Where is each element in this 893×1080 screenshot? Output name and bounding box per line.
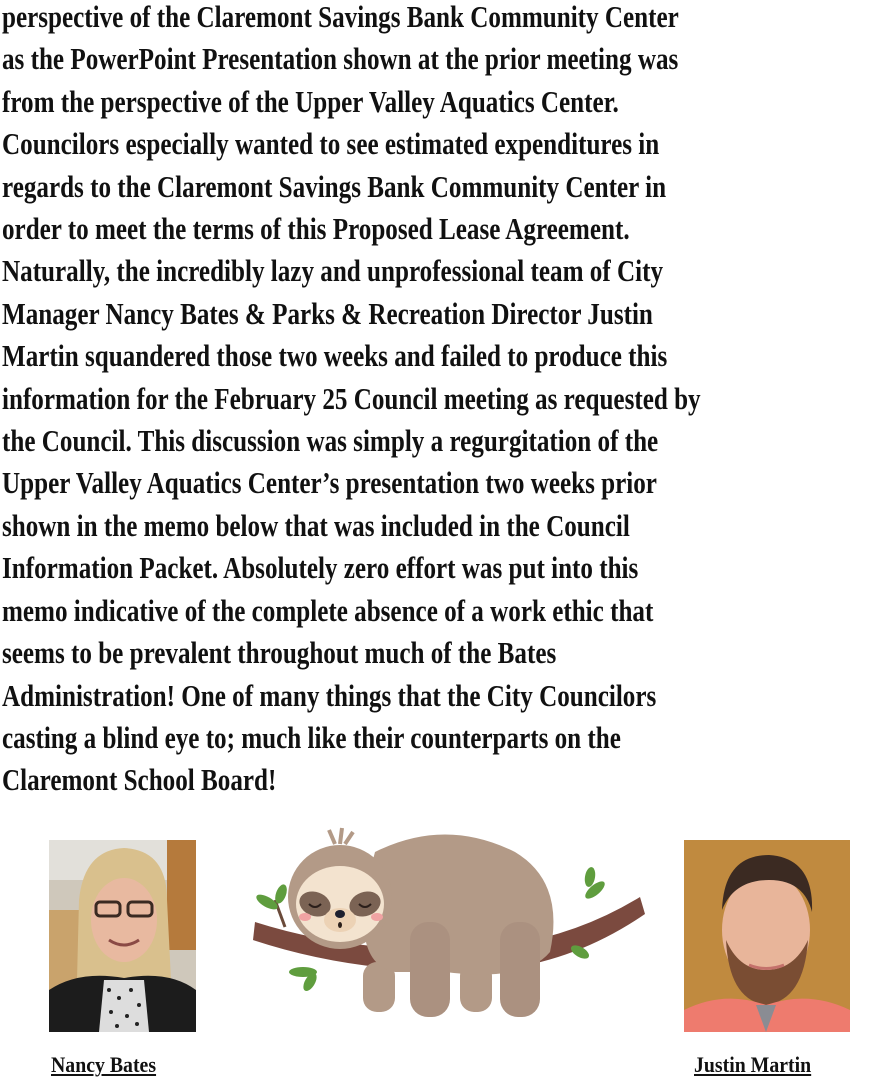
body-line: casting a blind eye to; much like their counterparts on the	[2, 719, 621, 755]
body-line: perspective of the Claremont Savings Bank Community Center	[2, 0, 679, 34]
nancy-bates-caption: Nancy Bates	[51, 1052, 157, 1077]
body-line: from the perspective of the Upper Valley Aquatics Center.	[2, 83, 619, 119]
body-line: Claremont School Board!	[2, 762, 277, 798]
body-line: seems to be prevalent throughout much of the Bates	[2, 635, 557, 671]
body-line: regards to the Claremont Savings Bank Community Center in	[2, 168, 667, 204]
justin-martin-caption: Justin Martin	[694, 1052, 812, 1077]
article-body	[2, 0, 893, 802]
body-line: Naturally, the incredibly lazy and unprofessional team of City	[2, 253, 664, 289]
body-line: Information Packet. Absolutely zero effort was put into this	[2, 550, 639, 586]
body-line: Upper Valley Aquatics Center’s presentation two weeks prior	[2, 465, 657, 501]
body-line: the Council. This discussion was simply a regurgitation of the	[2, 423, 659, 459]
body-line: shown in the memo below that was included in the Council	[2, 507, 630, 543]
nancy-bates-photo	[49, 840, 196, 1032]
body-line: information for the February 25 Council meeting as requested by	[2, 380, 701, 416]
body-line: memo indicative of the complete absence of a work ethic that	[2, 592, 654, 628]
body-line: Martin squandered those two weeks and failed to produce this	[2, 338, 668, 374]
body-line: Councilors especially wanted to see estimated expenditures in	[2, 126, 660, 162]
sloth-illustration	[245, 822, 650, 1032]
body-line: Administration! One of many things that the City Councilors	[2, 677, 657, 713]
body-line: as the PowerPoint Presentation shown at the prior meeting was	[2, 41, 679, 77]
justin-martin-photo	[684, 840, 850, 1032]
body-line: Manager Nancy Bates & Parks & Recreation Director Justin	[2, 295, 653, 331]
body-line: order to meet the terms of this Proposed Lease Agreement.	[2, 211, 630, 247]
